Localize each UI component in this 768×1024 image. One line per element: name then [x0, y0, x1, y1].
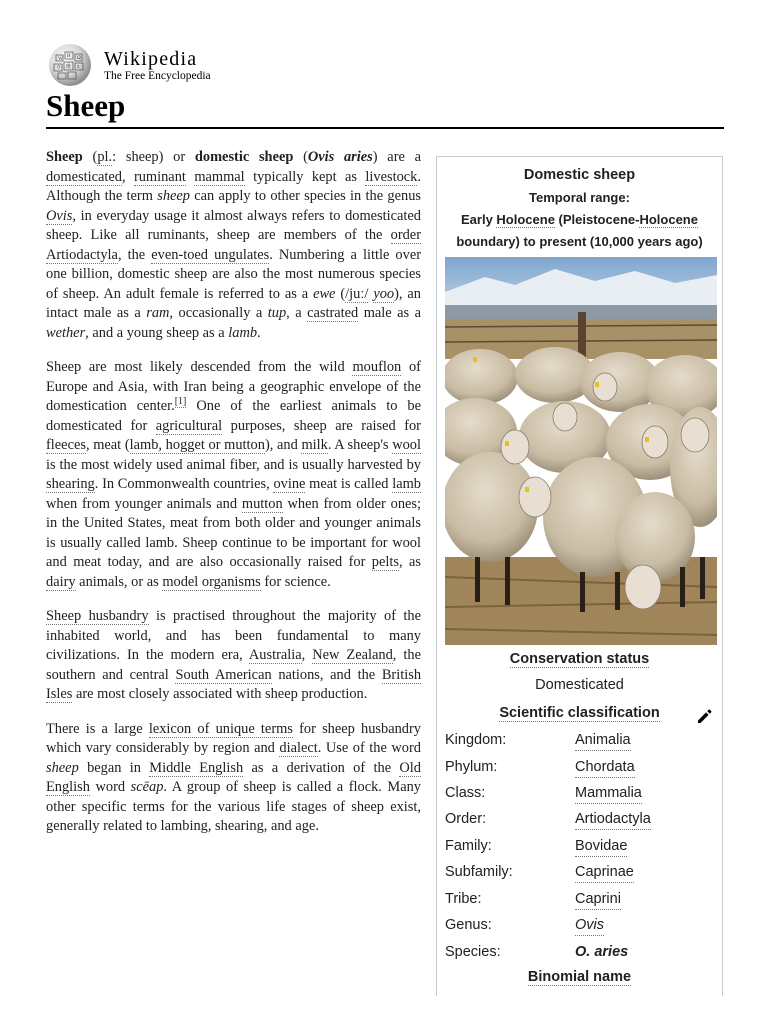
- conservation-status-value: Domesticated: [535, 677, 624, 693]
- link-ovis[interactable]: Ovis: [46, 207, 73, 224]
- text: when from older ones; in the United States, meat from both older and younger animals is usually called lamb. Sheep continue to be important for wool and meat today, and are also occasionally raised for: [46, 495, 421, 570]
- taxonomy-label: Subfamily:: [445, 864, 513, 880]
- sheep-photo[interactable]: [445, 257, 717, 645]
- article-body: [46, 148, 421, 852]
- text: . Numbering a little over one billion, domestic sheep are also the most numerous species of sheep. An adult female is referred to as a: [46, 246, 422, 302]
- text: .: [257, 324, 261, 341]
- term-italic: sheep: [46, 759, 79, 776]
- text: are most closely associated with sheep production.: [72, 686, 368, 702]
- citation-1[interactable]: [1]: [174, 396, 187, 408]
- text: , the: [117, 246, 152, 263]
- link-model-organisms[interactable]: model organisms: [162, 573, 261, 590]
- link-livestock[interactable]: livestock: [365, 168, 418, 185]
- taxonomy-label: Order:: [445, 811, 487, 827]
- infobox-title: Domestic sheep: [523, 167, 636, 183]
- link-mammalia[interactable]: Mammalia: [575, 783, 642, 804]
- svg-text:W: W: [58, 57, 63, 62]
- link-british-isles[interactable]: British Isles: [46, 666, 422, 702]
- taxonomy-label: Kingdom:: [445, 732, 507, 748]
- text: , and a young sheep as a: [85, 324, 229, 341]
- binomial-name-label[interactable]: Binomial name: [527, 969, 632, 985]
- taxonomy-label: Genus:: [445, 917, 492, 933]
- text: ,: [121, 168, 134, 185]
- site-logo[interactable]: [46, 43, 211, 87]
- text: , the southern and central: [46, 647, 421, 683]
- text: can apply to other species in the genus: [189, 188, 421, 204]
- text: . In Commonwealth countries,: [94, 476, 274, 492]
- link-mutton[interactable]: mutton: [241, 495, 283, 512]
- paragraph-husbandry: [46, 607, 421, 705]
- link-holocene[interactable]: Holocene: [639, 212, 698, 227]
- paragraph-lexicon: [46, 720, 421, 837]
- text: ) are a: [372, 149, 421, 165]
- link-old-english[interactable]: Old English: [46, 759, 421, 795]
- text: One of the earliest animals to be domesticated for: [46, 398, 422, 434]
- scientific-classification-label[interactable]: Scientific classification: [499, 705, 660, 721]
- taxonomy-label: Species:: [445, 944, 501, 960]
- link-agricultural[interactable]: agricultural: [155, 417, 223, 434]
- binomial-name-heading[interactable]: [437, 969, 722, 985]
- term-italic: sheep: [157, 188, 190, 204]
- temporal-range: [437, 187, 722, 253]
- term-italic: ewe: [313, 285, 336, 302]
- link-fleeces[interactable]: fleeces: [46, 437, 86, 453]
- text: typically kept as: [244, 168, 366, 185]
- link-domesticated[interactable]: domesticated: [46, 168, 122, 185]
- text: animals, or as: [75, 573, 163, 590]
- link-chordata[interactable]: Chordata: [575, 757, 635, 778]
- site-tagline: The Free Encyclopedia: [104, 69, 211, 82]
- text: began in: [78, 759, 150, 776]
- link-ovis-genus[interactable]: Ovis: [575, 915, 604, 936]
- text: , occasionally a: [169, 305, 268, 321]
- link-even-toed-ungulates[interactable]: even-toed ungulates: [151, 246, 270, 263]
- scientific-classification-heading[interactable]: [437, 705, 722, 721]
- text: (: [82, 149, 98, 165]
- text: . A sheep's: [327, 437, 393, 453]
- term-bold: domestic sheep: [194, 149, 294, 165]
- link-pelts[interactable]: pelts: [371, 554, 399, 570]
- species-name: O. aries: [575, 944, 629, 960]
- svg-text:Ω: Ω: [77, 56, 81, 61]
- text: ), and: [264, 437, 302, 453]
- text: when from younger animals and: [46, 495, 242, 512]
- link-caprinae[interactable]: Caprinae: [575, 862, 634, 883]
- text: word: [89, 779, 131, 795]
- term-italic: ram: [146, 305, 170, 321]
- text: meat is called: [305, 476, 393, 492]
- text: is practised throughout the majority of the inhabited world, and has been fundamental to many civilizations. In the modern era,: [46, 608, 421, 663]
- link-bovidae[interactable]: Bovidae: [575, 836, 627, 857]
- link-ruminant[interactable]: ruminant: [133, 168, 186, 185]
- text: , in everyday usage it almost always refers to domesticated sheep. Like all ruminants, sheep are members of the: [46, 207, 421, 243]
- svg-text:И: И: [67, 54, 71, 59]
- term-bold: Sheep: [46, 149, 83, 165]
- text: male as a: [358, 305, 422, 321]
- text: for science.: [260, 573, 331, 590]
- text: . A group of sheep is called a flock. Many other specific terms for the various life stages of sheep exist, generally related to lambing, shearing, and age.: [46, 779, 421, 834]
- binomial-inline: Ovis aries: [307, 149, 373, 165]
- svg-text:ウ: ウ: [56, 66, 62, 71]
- text: , as: [398, 554, 421, 570]
- link-middle-english[interactable]: Middle English: [149, 759, 244, 776]
- taxonomy-label: Phylum:: [445, 759, 498, 775]
- text: (Pleistocene-: [554, 212, 640, 227]
- svg-text:ב: ב: [77, 65, 80, 70]
- link-ipa[interactable]: /juː/: [345, 285, 369, 302]
- text: for sheep husbandry which vary considerably by region and: [46, 720, 421, 756]
- link-lexicon[interactable]: lexicon of unique terms: [148, 720, 293, 737]
- link-sheep-husbandry[interactable]: Sheep husbandry: [46, 608, 149, 624]
- text: (: [293, 149, 308, 165]
- text: ), an intact male as a: [46, 285, 421, 321]
- taxonomy-label: Tribe:: [445, 891, 482, 907]
- conservation-status-label[interactable]: Conservation status: [509, 651, 650, 667]
- link-animalia[interactable]: Animalia: [575, 730, 631, 751]
- term-italic: tup: [267, 305, 287, 321]
- link-dairy[interactable]: dairy: [46, 573, 76, 590]
- text: . Although the term: [46, 168, 421, 204]
- text: . Use of the word: [317, 740, 421, 756]
- sheep-flock-image: [445, 257, 717, 645]
- link-mouflon[interactable]: mouflon: [352, 359, 402, 375]
- link-artiodactyla[interactable]: Artiodactyla: [575, 809, 651, 830]
- link-holocene[interactable]: Holocene: [496, 212, 555, 227]
- text: , a: [286, 305, 308, 321]
- term-italic: wether: [46, 324, 86, 341]
- link-wool[interactable]: wool: [392, 437, 421, 453]
- text: , meat (: [85, 437, 130, 453]
- text: (: [335, 285, 346, 302]
- text: : sheep) or: [112, 149, 195, 165]
- link-plural[interactable]: pl.: [97, 149, 113, 165]
- link-pronunciation[interactable]: yoo: [373, 285, 395, 302]
- text: is the most widely used animal fiber, and is usually harvested by: [46, 456, 421, 473]
- conservation-status-heading[interactable]: [437, 651, 722, 667]
- page-title: Sheep: [46, 88, 126, 123]
- link-ovine[interactable]: ovine: [273, 476, 306, 492]
- link-caprini[interactable]: Caprini: [575, 889, 621, 910]
- text: There is a large: [46, 720, 149, 737]
- text: ,: [301, 647, 313, 663]
- text: as a derivation of the: [243, 759, 400, 776]
- site-name: Wikipedia: [104, 47, 198, 70]
- taxonomy-label: Family:: [445, 838, 492, 854]
- link-order-artiodactyla[interactable]: order Artiodactyla: [46, 227, 421, 263]
- link-south-american[interactable]: South American: [175, 666, 272, 683]
- temporal-range-label: Temporal range:: [529, 190, 630, 205]
- term-italic: lamb: [228, 324, 258, 341]
- text: of Europe and Asia, with Iran being a geographic envelope of the domestication center.: [46, 359, 421, 414]
- infobox: [436, 156, 723, 996]
- link-castrated[interactable]: castrated: [307, 305, 359, 321]
- link-lamb-hogget-mutton[interactable]: lamb, hogget or mutton: [129, 437, 265, 453]
- link-lamb[interactable]: lamb: [392, 476, 421, 492]
- text: boundary) to present (10,000 years ago): [456, 234, 703, 249]
- link-dialect[interactable]: dialect: [279, 740, 318, 756]
- title-divider: [46, 127, 724, 129]
- paragraph-origins: [46, 358, 421, 592]
- link-shearing[interactable]: shearing: [46, 476, 95, 492]
- term-italic: scēap: [130, 779, 164, 795]
- text: purposes, sheep are raised for: [222, 417, 421, 434]
- paragraph-intro: [46, 148, 421, 343]
- link-milk[interactable]: milk: [301, 437, 328, 453]
- link-mammal[interactable]: mammal: [194, 168, 245, 185]
- text: Sheep are most likely descended from the wild: [46, 359, 353, 375]
- link-australia[interactable]: Australia: [248, 647, 302, 663]
- taxonomy-label: Class:: [445, 785, 486, 801]
- text: Early: [461, 212, 497, 227]
- pencil-icon[interactable]: [695, 707, 713, 725]
- link-new-zealand[interactable]: New Zealand: [312, 647, 393, 663]
- wikipedia-globe-icon: [46, 43, 94, 87]
- svg-text:维: 维: [66, 65, 72, 70]
- text: nations, and the: [271, 666, 382, 683]
